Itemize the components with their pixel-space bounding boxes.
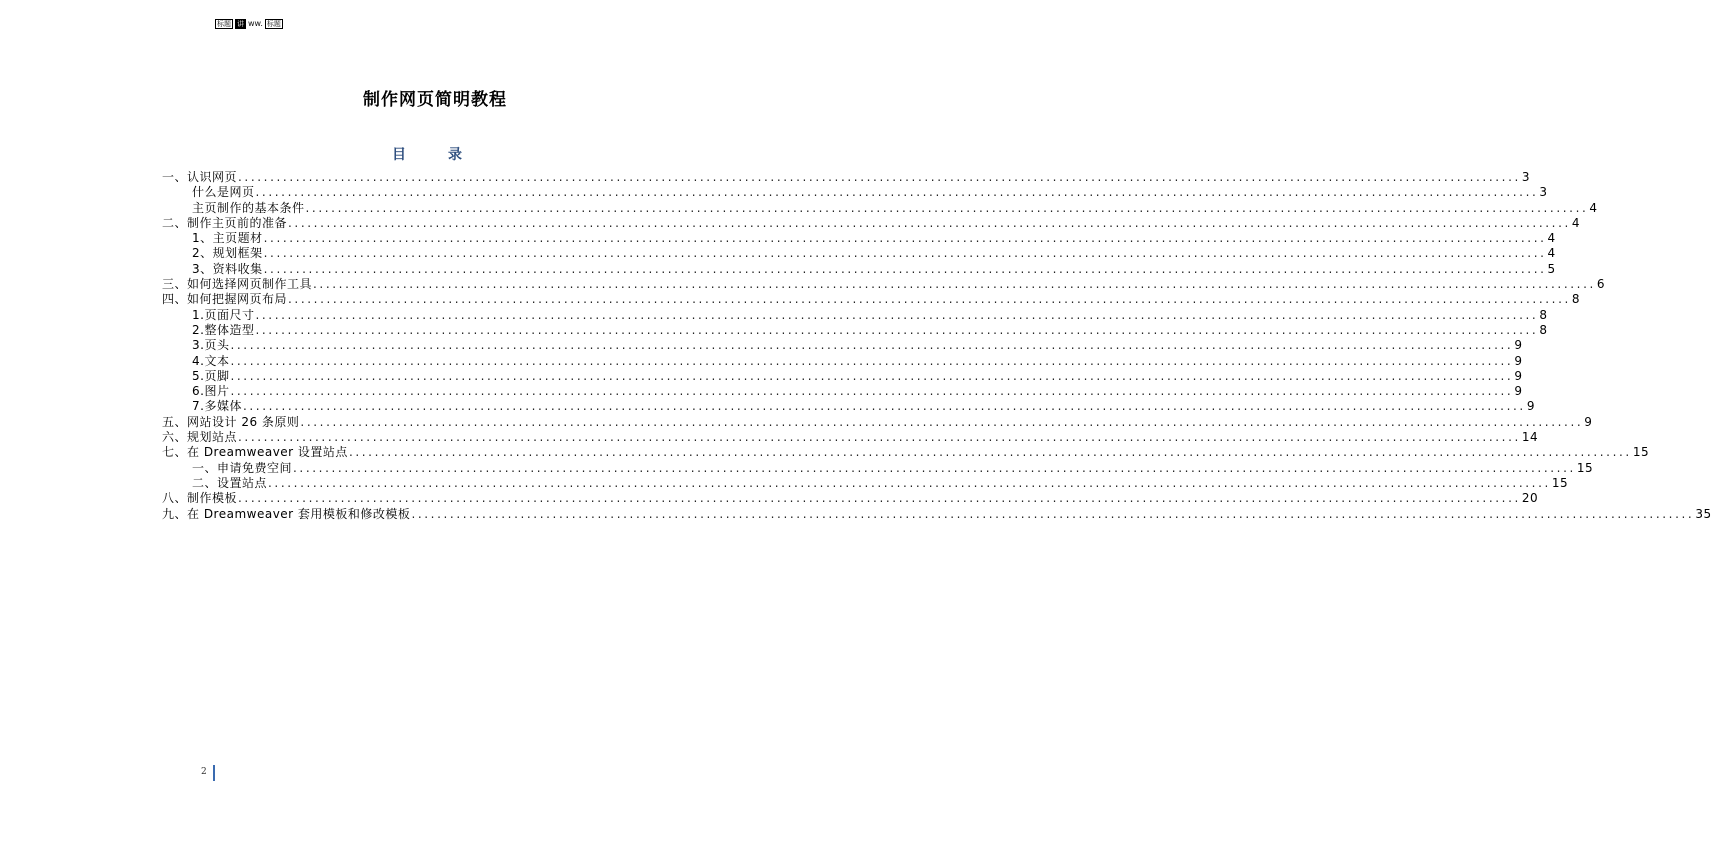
toc-entry-title: 什么是网页 [192, 185, 255, 200]
toc-entry-title: 1、主页题材 [192, 231, 263, 246]
toc-entry-page: 8 [1571, 292, 1581, 307]
toc-entry[interactable] [162, 231, 1556, 246]
toc-leader-dots: ........................................................................................................................................................................................................ [288, 215, 1571, 230]
toc-entry-title: 2.整体造型 [192, 322, 255, 337]
toc-entry-page: 4 [1547, 246, 1556, 261]
toc-leader-dots: ........................................................................................................................................................................................................ [255, 322, 1539, 337]
toc-entry-page: 9 [1514, 368, 1523, 383]
header-mark-text: ww. [248, 19, 263, 28]
toc-entry-title: 6.图片 [192, 384, 230, 399]
toc-entry-title: 2、规划框架 [192, 246, 263, 261]
toc-entry-page: 4 [1547, 231, 1556, 246]
toc-entry-title: 3.页头 [192, 338, 230, 353]
toc-entry[interactable] [162, 368, 1523, 384]
header-mark-box-dark: 讲 [237, 20, 244, 28]
toc-leader-dots: ........................................................................................................................................................................................................ [293, 460, 1576, 475]
toc-leader-dots: ........................................................................................................................................................................................................ [230, 338, 1514, 353]
toc-entry-page: 8 [1539, 322, 1548, 337]
toc-entry-page: 9 [1584, 414, 1593, 429]
toc-entry-title: 4.文本 [192, 353, 230, 368]
toc-entry[interactable] [162, 445, 1650, 460]
toc-entry-title: 七、在 Dreamweaver 设置站点 [162, 445, 348, 460]
toc-entry-title: 四、如何把握网页布局 [162, 292, 288, 307]
page-number-rule [213, 765, 215, 781]
toc-entry-page: 9 [1514, 353, 1523, 368]
toc-entry-page: 3 [1521, 170, 1531, 184]
toc-entry-page: 8 [1539, 307, 1548, 322]
toc-leader-dots: ........................................................................................................................................................................................................ [411, 506, 1695, 521]
toc-entry-title: 主页制作的基本条件 [192, 200, 305, 215]
toc-entry-title: 一、申请免费空间 [192, 460, 293, 475]
toc-entry[interactable] [162, 215, 1581, 231]
toc-entry-title: 三、如何选择网页制作工具 [162, 277, 313, 292]
toc-entry-title: 5.页脚 [192, 368, 230, 383]
toc-entry-page: 6 [1596, 277, 1606, 292]
toc-entry-title: 一、认识网页 [162, 170, 238, 184]
toc-entry-page: 15 [1632, 445, 1650, 460]
toc-entry[interactable] [162, 460, 1594, 476]
toc-entry[interactable] [162, 475, 1569, 491]
toc-entry-title: 3、资料收集 [192, 261, 263, 276]
toc-leader-dots: ........................................................................................................................................................................................................ [230, 384, 1514, 399]
toc-leader-dots: ........................................................................................................................................................................................................ [255, 185, 1539, 200]
toc-entry[interactable] [162, 384, 1523, 399]
toc-entry[interactable] [162, 353, 1523, 369]
toc-entry-title: 7.多媒体 [192, 399, 242, 414]
toc-entry-page: 9 [1514, 384, 1523, 399]
toc-entry[interactable] [162, 200, 1598, 216]
toc-entry[interactable] [162, 506, 1712, 522]
toc-leader-dots: ........................................................................................................................................................................................................ [305, 200, 1589, 215]
toc-leader-dots: ........................................................................................................................................................................................................ [348, 445, 1632, 460]
table-of-contents [162, 170, 1712, 522]
toc-leader-dots: ........................................................................................................................................................................................................ [255, 307, 1539, 322]
toc-entry-page: 5 [1547, 261, 1556, 276]
toc-entry[interactable] [162, 399, 1535, 414]
toc-leader-dots: ........................................................................................................................................................................................................ [288, 292, 1571, 307]
toc-leader-dots: ........................................................................................................................................................................................................ [313, 277, 1596, 292]
toc-entry[interactable] [162, 185, 1548, 200]
toc-entry-page: 4 [1589, 200, 1598, 215]
page-number: 2 [201, 767, 207, 777]
toc-leader-dots: ........................................................................................................................................................................................................ [263, 231, 1547, 246]
header-mark-box: 标题 [266, 20, 281, 28]
toc-leader-dots: ........................................................................................................................................................................................................ [268, 475, 1551, 490]
toc-leader-dots: ........................................................................................................................................................................................................ [263, 261, 1547, 276]
toc-heading: 目录 [392, 147, 504, 163]
toc-entry-page: 9 [1526, 399, 1535, 414]
toc-entry[interactable] [162, 246, 1556, 261]
toc-entry-page: 4 [1571, 215, 1581, 230]
header-mark-box: 标题 [217, 20, 231, 28]
toc-leader-dots: ........................................................................................................................................................................................................ [263, 246, 1547, 261]
toc-entry[interactable] [162, 491, 1539, 506]
header-watermark [215, 19, 283, 29]
toc-entry[interactable] [162, 338, 1523, 353]
toc-entry-title: 二、设置站点 [192, 475, 268, 490]
toc-leader-dots: ........................................................................................................................................................................................................ [238, 491, 1521, 506]
toc-leader-dots: ........................................................................................................................................................................................................ [300, 414, 1584, 429]
toc-entry-title: 五、网站设计 26 条原则 [162, 414, 300, 429]
toc-entry[interactable] [162, 277, 1606, 292]
toc-entry[interactable] [162, 261, 1556, 277]
toc-leader-dots: ........................................................................................................................................................................................................ [230, 353, 1514, 368]
toc-leader-dots: ........................................................................................................................................................................................................ [238, 170, 1521, 184]
toc-leader-dots: ........................................................................................................................................................................................................ [242, 399, 1526, 414]
toc-entry[interactable] [162, 414, 1593, 430]
toc-entry-page: 3 [1539, 185, 1548, 200]
toc-leader-dots: ........................................................................................................................................................................................................ [238, 430, 1521, 445]
toc-entry-title: 二、制作主页前的准备 [162, 215, 288, 230]
toc-entry[interactable] [162, 292, 1581, 307]
toc-entry-title: 六、规划站点 [162, 430, 238, 445]
document-title: 制作网页简明教程 [363, 90, 507, 110]
toc-entry-page: 15 [1576, 460, 1594, 475]
toc-entry-page: 14 [1521, 430, 1539, 445]
toc-entry[interactable] [162, 170, 1531, 185]
toc-entry-title: 1.页面尺寸 [192, 307, 255, 322]
toc-entry-title: 九、在 Dreamweaver 套用模板和修改模板 [162, 506, 411, 521]
toc-entry[interactable] [162, 322, 1548, 338]
toc-entry-title: 八、制作模板 [162, 491, 238, 506]
toc-entry-page: 9 [1514, 338, 1523, 353]
toc-entry[interactable] [162, 430, 1539, 445]
toc-leader-dots: ........................................................................................................................................................................................................ [230, 368, 1514, 383]
toc-entry-page: 35 [1695, 506, 1712, 521]
toc-entry-page: 20 [1521, 491, 1539, 506]
toc-entry-page: 15 [1551, 475, 1569, 490]
toc-entry[interactable] [162, 307, 1548, 323]
